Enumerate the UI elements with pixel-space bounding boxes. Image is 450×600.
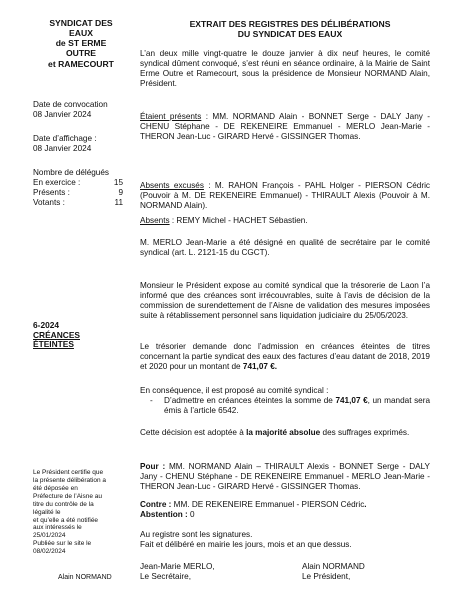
- org-header-line: EAUX: [69, 28, 93, 39]
- presents-paragraph: [140, 112, 430, 142]
- proposal-block: [140, 386, 430, 416]
- deliberation-subject: CRÉANCES: [33, 329, 80, 340]
- certification-line: été déposée en: [33, 484, 78, 492]
- affichage-label: Date d’affichage :: [33, 134, 97, 143]
- count-label: En exercice :: [33, 177, 81, 187]
- certification-line: Le Président certifie que: [33, 469, 104, 476]
- delegues-block: [33, 168, 123, 207]
- vote-pour-paragraph: [140, 462, 430, 492]
- excuses-text: : M. RAHON François - PAHL Holger - PIERSON Cédric (Pouvoir à M. DE REKENEIRE Emmanuel) - THIRAULT Alexis (Pouvoir à M. NORMAND Alain).: [140, 181, 430, 210]
- president-role: Le Président,: [302, 571, 351, 581]
- signature-secretary: [140, 562, 215, 582]
- org-header-line: SYNDICAT DES: [49, 18, 113, 28]
- vote-contre-block: [140, 500, 430, 520]
- vote-pour-text: MM. NORMAND Alain – THIRAULT Alexis - BONNET Serge - DALY Jany - CHENU Stéphane - DE REKENEIRE Emmanuel - MERLO Jean-Marie - THERON Jean-Luc - GIRARD Hervé - GISSINGER Thomas.: [140, 462, 430, 491]
- org-header-line: et RAMECOURT: [48, 58, 114, 69]
- certification-block: [33, 469, 125, 556]
- adoption-majority: la majorité absolue: [246, 428, 321, 437]
- document-title-line: DU SYNDICAT DES EAUX: [237, 28, 343, 39]
- adoption-paragraph: [140, 428, 430, 438]
- secretaire-paragraph: M. MERLO Jean-Marie a été désigné en qualité de secrétaire par le comité syndical (art. L. 2121-15 du CGCT).: [140, 238, 430, 257]
- proposal-intro: En conséquence, il est proposé au comité syndical :: [140, 386, 329, 395]
- certification-line: 25/01/2024: [33, 532, 66, 540]
- org-header: [30, 18, 132, 69]
- convocation-date: 08 Janvier 2024: [33, 109, 92, 119]
- abstention-line: [140, 510, 430, 520]
- certification-line: Préfecture de l’Aisne au: [33, 492, 103, 500]
- org-header-line: de ST ERME: [55, 38, 107, 49]
- expose-paragraph: Monsieur le Président expose au comité syndical que la trésorerie de Laon l’a informé que des créances sont irrécouvrables, suite à l’avis de décision de la commission de surendettement de l’Aisne de validation des mesures imposées suite à rétablissement personnel sans liquidation judiciaire du 25/05/2023.: [140, 281, 430, 320]
- proposal-text-before: D’admettre en créances éteintes la somme de: [164, 395, 336, 405]
- certification-line: 08/02/2024: [33, 548, 66, 556]
- count-label: Votants :: [33, 197, 65, 207]
- org-header-line: OUTRE: [65, 48, 97, 59]
- certification-line: aux intéressés le: [33, 524, 82, 532]
- excuses-paragraph: [140, 181, 430, 211]
- adoption-before: Cette décision est adoptée à: [140, 428, 247, 437]
- count-row: [33, 188, 123, 198]
- bullet-dash: -: [150, 395, 153, 405]
- presents-label: Étaient présents: [140, 112, 202, 121]
- delegues-label: Nombre de délégués: [33, 168, 110, 177]
- secretary-name: Jean-Marie MERLO,: [140, 562, 215, 571]
- deliberation-heading: [33, 321, 123, 350]
- president-name: Alain NORMAND: [302, 562, 365, 571]
- certification-line: et qu’elle a été notifiée: [33, 516, 99, 524]
- count-value: 15: [113, 177, 123, 187]
- proposal-amount: 741,07 €: [335, 395, 368, 405]
- vote-contre-line: [140, 500, 430, 510]
- proposal-item: [150, 396, 430, 416]
- document-title-line: EXTRAIT DES REGISTRES DES DÉLIBÉRATIONS: [189, 19, 391, 29]
- proposal-text: [164, 396, 430, 416]
- vote-contre-text: MM. DE REKENEIRE Emmanuel - PIERSON Cédric: [171, 500, 365, 509]
- deliberation-subject: ÉTEINTES: [33, 339, 74, 350]
- count-value: 9: [118, 187, 123, 197]
- intro-paragraph: L’an deux mille vingt-quatre le douze janvier à dix neuf heures, le comité syndical dûment convoqué, s’est réuni en séance ordinaire, à la Mairie de Saint Erme Outre et Ramecourt, sous la présidence de Monsieur NORMAND Alain, Président.: [140, 49, 430, 88]
- affichage-block: [33, 134, 123, 154]
- document-title: [160, 20, 420, 40]
- certification-line: titre du contrôle de la: [33, 500, 94, 508]
- closing-line: Au registre sont les signatures.: [140, 530, 253, 539]
- abstention-label: Abstention :: [140, 509, 188, 519]
- absents-paragraph: [140, 216, 430, 226]
- signature-president: [302, 562, 365, 582]
- certification-line: la présente délibération a: [33, 476, 106, 484]
- abstention-value: 0: [187, 509, 195, 519]
- vote-contre-end: .: [364, 500, 367, 509]
- closing-block: [140, 530, 430, 550]
- deliberation-number: 6-2024: [33, 320, 60, 330]
- adoption-after: des suffrages exprimés.: [320, 428, 410, 437]
- tresorier-paragraph: [140, 342, 430, 372]
- convocation-block: [33, 100, 123, 120]
- tresorier-text: Le trésorier demande donc l’admission en créances éteintes de titres concernant la partie syndicat des eaux des factures d’eau datant de 2018, 2019 et 2020 pour un montant de: [140, 342, 430, 371]
- absents-text: : REMY Michel - HACHET Sébastien.: [169, 216, 308, 225]
- certification-signer: Alain NORMAND: [58, 574, 112, 581]
- count-label: Présents :: [33, 187, 70, 197]
- tresorier-amount: 741,07 €.: [242, 361, 278, 371]
- presents-text: : MM. NORMAND Alain - BONNET Serge - DALY Jany - CHENU Stéphane - DE REKENEIRE Emmanuel - MERLO Jean-Marie - THERON Jean-Luc - GIRARD Hervé - GISSINGER Thomas.: [140, 112, 430, 141]
- secretary-role: Le Secrétaire,: [140, 571, 191, 581]
- certification-line: légalité le: [33, 508, 61, 516]
- vote-pour-label: Pour :: [140, 462, 166, 471]
- absents-label: Absents: [140, 216, 170, 225]
- count-value: 11: [114, 197, 123, 207]
- count-row: [33, 178, 123, 188]
- count-row: [33, 198, 123, 208]
- affichage-date: 08 Janvier 2024: [33, 143, 92, 153]
- vote-contre-label: Contre :: [140, 500, 172, 509]
- closing-line: Fait et délibéré en mairie les jours, mois et an que dessus.: [140, 539, 352, 549]
- excuses-label: Absents excusés: [140, 181, 204, 190]
- proposal-text-after: , un mandat sera émis à l’article 6542.: [164, 395, 431, 415]
- certification-line: Publiée sur le site le: [33, 540, 92, 548]
- convocation-label: Date de convocation: [33, 100, 108, 109]
